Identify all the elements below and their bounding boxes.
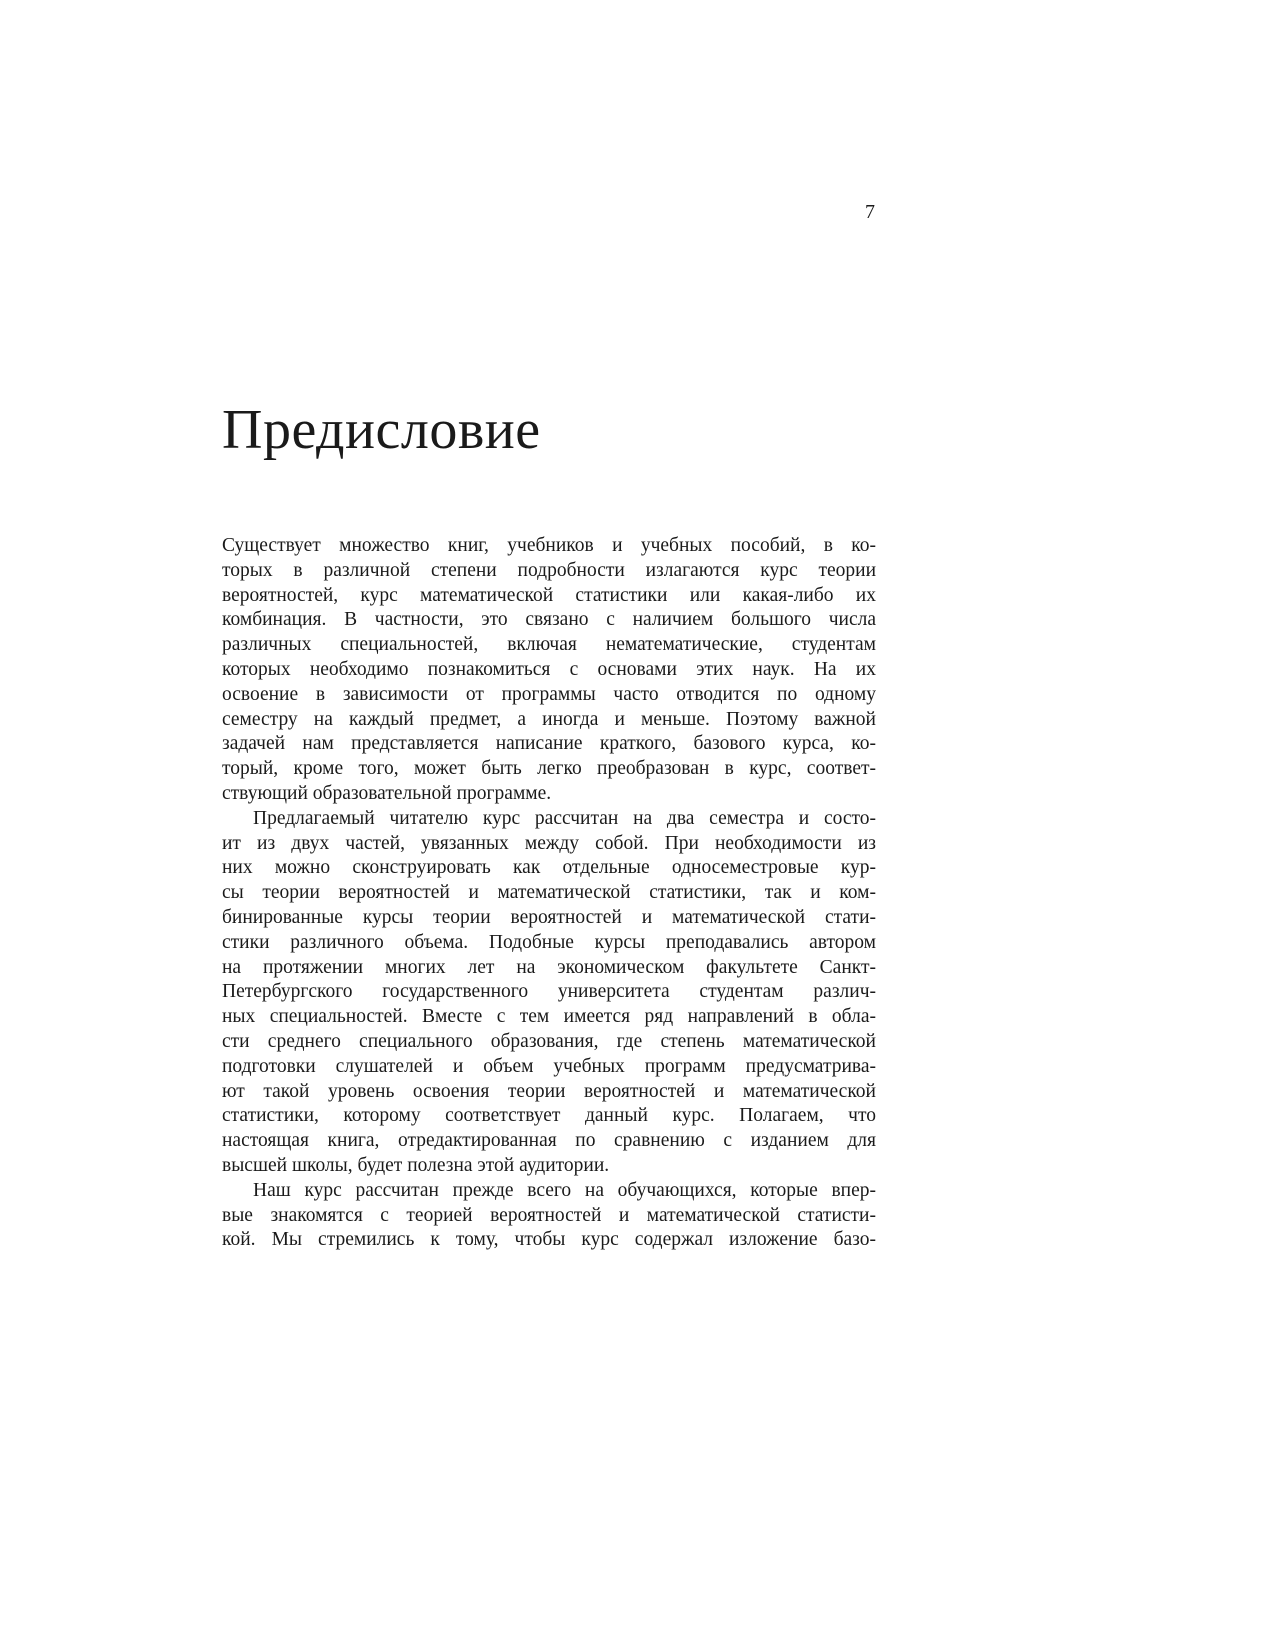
text-line: бинированные курсы теории вероятностей и математической стати- — [222, 906, 876, 928]
text-line: настоящая книга, отредактированная по сравнению с изданием для — [222, 1130, 876, 1152]
chapter-title: Предисловие — [222, 399, 541, 461]
text-line: комбинация. В частности, это связано с наличием большого числа — [222, 609, 876, 631]
text-line: сы теории вероятностей и математической статистики, так и ком- — [222, 882, 876, 904]
text-line: стики различного объема. Подобные курсы преподавались автором — [222, 931, 876, 953]
text-line: ит из двух частей, увязанных между собой. При необходимости из — [222, 832, 876, 854]
text-line: вые знакомятся с теорией вероятностей и математической статисти- — [222, 1204, 876, 1226]
text-line: различных специальностей, включая нематематические, студентам — [222, 634, 876, 656]
text-line: них можно сконструировать как отдельные односеместровые кур- — [222, 857, 876, 879]
text-line: Наш курс рассчитан прежде всего на обучающихся, которые впер- — [253, 1179, 876, 1201]
paragraph — [222, 534, 876, 807]
text-line: торых в различной степени подробности излагаются курс теории — [222, 559, 876, 581]
text-line: кой. Мы стремились к тому, чтобы курс содержал изложение базо- — [222, 1229, 876, 1251]
text-line: Петербургского государственного университета студентам различ- — [222, 981, 876, 1003]
text-line: вероятностей, курс математической статистики или какая-либо их — [222, 584, 876, 606]
text-line: семестру на каждый предмет, а иногда и меньше. Поэтому важной — [222, 708, 876, 730]
text-line: ствующий образовательной программе. — [222, 782, 552, 804]
paragraph — [222, 807, 876, 1179]
text-line: высшей школы, будет полезна этой аудитории. — [222, 1154, 610, 1176]
paragraph — [222, 1179, 876, 1253]
text-line: ют такой уровень освоения теории вероятностей и математической — [222, 1080, 876, 1102]
text-line: на протяжении многих лет на экономическом факультете Санкт- — [222, 956, 876, 978]
text-line: статистики, которому соответствует данный курс. Полагаем, что — [222, 1105, 876, 1127]
text-line: освоение в зависимости от программы часто отводится по одному — [222, 683, 876, 705]
text-line: задачей нам представляется написание краткого, базового курса, ко- — [222, 733, 876, 755]
text-line: ных специальностей. Вместе с тем имеется ряд направлений в обла- — [222, 1006, 876, 1028]
body-text — [222, 534, 876, 1253]
text-line: Существует множество книг, учебников и учебных пособий, в ко- — [222, 535, 876, 556]
text-line: которых необходимо познакомиться с основами этих наук. На их — [222, 658, 876, 680]
text-line: подготовки слушателей и объем учебных программ предусматрива- — [222, 1055, 876, 1077]
text-line: торый, кроме того, может быть легко преобразован в курс, соответ- — [222, 758, 876, 780]
page-number: 7 — [865, 201, 875, 223]
text-line: Предлагаемый читателю курс рассчитан на два семестра и состо- — [253, 807, 876, 829]
text-line: сти среднего специального образования, где степень математической — [222, 1030, 876, 1052]
